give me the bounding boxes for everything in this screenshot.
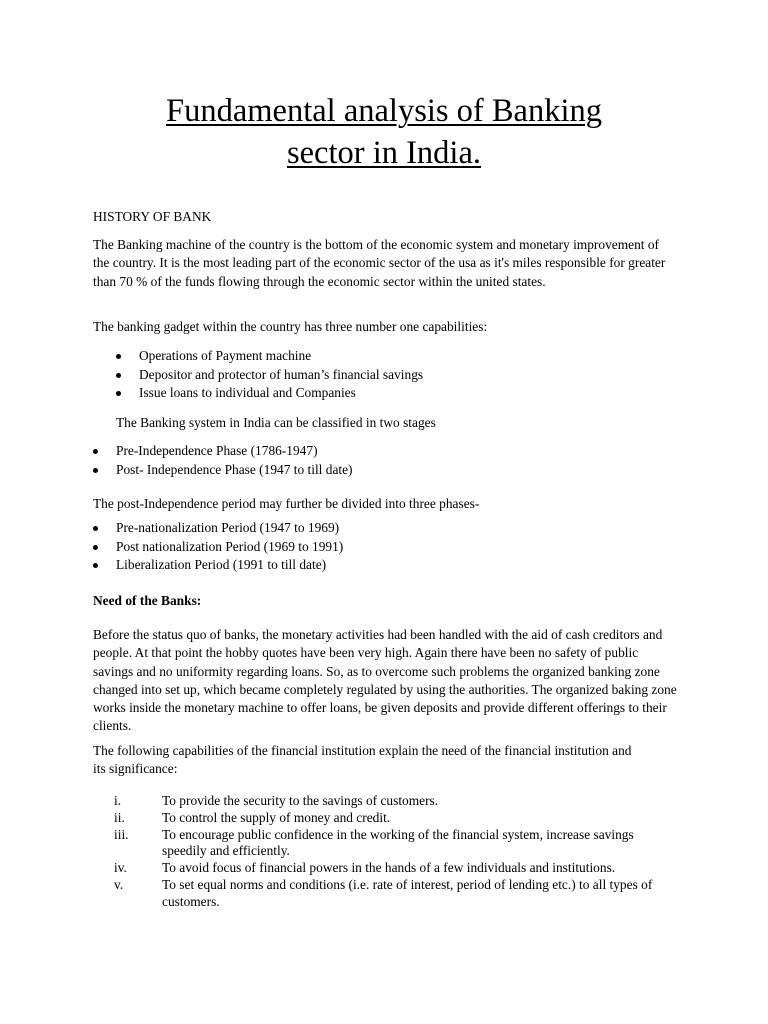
- list-item: Post nationalization Period (1969 to 1991): [92, 538, 652, 557]
- list-item: [114, 793, 674, 810]
- item-text: To provide the security to the savings of customers.: [162, 793, 439, 808]
- item-number: iii.: [114, 826, 129, 842]
- item-text: To set equal norms and conditions (i.e. rate of interest, period of lending etc.) to all types of customers.: [162, 876, 653, 909]
- item-text: To control the supply of money and credit.: [162, 809, 391, 825]
- item-text: To avoid focus of financial powers in the hands of a few individuals and institutions.: [162, 860, 616, 876]
- functions-list: [114, 793, 674, 911]
- significance-intro: The following capabilities of the financial institution explain the need of the financial institution and its significance:: [93, 743, 632, 777]
- item-number: ii.: [114, 809, 125, 825]
- list-item: Depositor and protector of human’s financial savings: [115, 366, 655, 385]
- capabilities-list: [115, 347, 655, 403]
- list-item: Liberalization Period (1991 to till date): [92, 556, 652, 575]
- capabilities-intro: The banking gadget within the country has three number one capabilities:: [93, 319, 488, 334]
- item-number: v.: [114, 876, 124, 892]
- list-item: Operations of Payment machine: [115, 347, 655, 366]
- need-paragraph: Before the status quo of banks, the monetary activities had been handled with the aid of cash creditors and people. At that point the hobby quotes have been very high. Again there have been no safety of public savings and no uniformity regarding loans. So, as to overcome such problems the organized banking zone changed into set up, which became completely regulated by using the authorities. The organized baking zone works inside the monetary machine to offer loans, be given deposits and provide different offerings to their clients.: [93, 627, 677, 734]
- phases-intro: The post-Independence period may further be divided into three phases-: [93, 496, 480, 511]
- title-line-2: sector in India.: [286, 135, 482, 171]
- phases-list: [92, 519, 652, 575]
- list-item: Post- Independence Phase (1947 to till date): [92, 461, 652, 480]
- page-title: [0, 90, 768, 174]
- history-paragraph: The Banking machine of the country is the bottom of the economic system and monetary improvement of the country. It is the most leading part of the economic sector of the usa as it's miles responsible for greater than 70 % of the funds flowing through the economic sector within the united states.: [93, 237, 666, 289]
- list-item: Issue loans to individual and Companies: [115, 384, 655, 403]
- item-text: To encourage public confidence in the working of the financial system, increase savings speedily and efficiently.: [162, 826, 634, 859]
- stages-list: [92, 442, 652, 479]
- list-item: [114, 860, 674, 877]
- title-line-1: Fundamental analysis of Banking: [166, 93, 602, 129]
- list-item: [114, 810, 674, 827]
- need-heading: Need of the Banks:: [93, 593, 202, 608]
- list-item: [114, 877, 674, 911]
- list-item: Pre-Independence Phase (1786-1947): [92, 442, 652, 461]
- list-item: Pre-nationalization Period (1947 to 1969): [92, 519, 652, 538]
- item-number: i.: [114, 793, 122, 808]
- history-heading: HISTORY OF BANK: [93, 209, 212, 224]
- classification-intro: The Banking system in India can be classified in two stages: [116, 415, 436, 430]
- list-item: [114, 827, 674, 861]
- item-number: iv.: [114, 860, 127, 876]
